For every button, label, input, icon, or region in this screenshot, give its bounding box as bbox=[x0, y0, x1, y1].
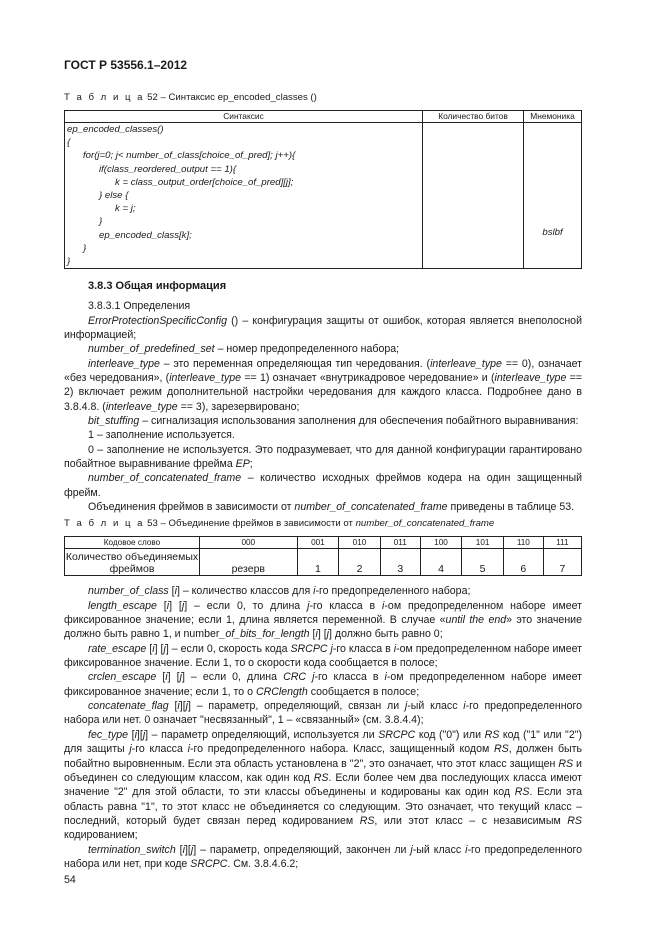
table-52-caption bbox=[64, 92, 582, 104]
text-run: ] должно быть равно 0; bbox=[329, 628, 443, 641]
italic-term: number_of_class bbox=[88, 585, 169, 598]
paragraph bbox=[64, 728, 582, 843]
frame-count-cell: 3 bbox=[380, 549, 420, 576]
text-run: ] – если 0, то длина bbox=[184, 599, 308, 612]
codeword-cell: 011 bbox=[380, 537, 420, 549]
italic-term: j bbox=[129, 743, 132, 756]
text-run: и объединен со следующим классом, как один код bbox=[64, 757, 582, 784]
paragraph bbox=[64, 342, 582, 356]
text-run: -го класса bbox=[131, 743, 188, 756]
header-syntax: Синтаксис bbox=[65, 111, 423, 123]
italic-term: CRClength bbox=[255, 685, 308, 698]
text-run: сообщается в полосе; bbox=[307, 685, 420, 698]
italic-term: SRCPC j bbox=[290, 642, 333, 655]
text-run: ] – параметр, определяющий, связан ли bbox=[188, 700, 405, 713]
italic-term: i bbox=[384, 671, 387, 684]
italic-term: j bbox=[185, 700, 189, 713]
italic-term: i bbox=[393, 642, 397, 655]
text-run: » это значение должно быть равно 1, и number bbox=[64, 614, 582, 641]
italic-term: RS bbox=[567, 814, 582, 827]
codeword-cell: 010 bbox=[339, 537, 381, 549]
italic-term: interleave_type bbox=[169, 371, 242, 384]
italic-term: SRCPC bbox=[378, 728, 416, 741]
syntax-table bbox=[64, 110, 582, 269]
frame-count-cell: 6 bbox=[503, 549, 543, 576]
italic-term: i bbox=[166, 599, 170, 612]
italic-term: j bbox=[307, 599, 310, 612]
text-run: == 2) включает режим дополнительной настройки чередования для каждого класса. Подробнее дано в 3.8.4.8. ( bbox=[64, 371, 582, 413]
text-run: 0 – заполнение не используется. Это подразумевает, что для данной конфигурации гарантировано побайтное выравнивание фрейма bbox=[64, 443, 582, 471]
paragraph bbox=[64, 299, 582, 313]
frame-count-cell: 7 bbox=[543, 549, 581, 576]
italic-term: interleave_type bbox=[494, 371, 567, 384]
text-run: -ом предопределенном наборе имеет фиксированное значение; если 1, длина является переменной. В случае « bbox=[64, 599, 583, 627]
caption-prefix: Т а б л и ц а bbox=[64, 518, 145, 530]
italic-term: interleave_type bbox=[105, 400, 178, 413]
italic-term: i bbox=[382, 599, 385, 612]
text-run: -го класса в bbox=[314, 671, 385, 684]
italic-term: i bbox=[165, 671, 168, 684]
text-run: ] [ bbox=[169, 599, 182, 612]
text-run: – сигнализация использования заполнения для обеспечения побайтного выравнивания: bbox=[139, 414, 579, 427]
paragraph bbox=[64, 471, 582, 500]
text-run: ][ bbox=[184, 843, 191, 856]
italic-term: i bbox=[152, 642, 155, 655]
header-mnemonic: Мнемоника bbox=[524, 111, 582, 123]
text-run: ] [ bbox=[317, 628, 327, 641]
text-run: ] – если 0, скорость кода bbox=[165, 642, 291, 655]
codeword-cell: 100 bbox=[420, 537, 462, 549]
syntax-code: ep_encoded_classes() { for(j=0; j< number_of_class[choice_of_pred]; j++){ if(class_reordered_output == 1){ k = class_output_order[choice_of_pred][j]; } else { k = j; } ep_encoded_class[k]; } } bbox=[65, 123, 423, 269]
frame-concatenation-table bbox=[64, 536, 582, 576]
italic-term: interleave_type bbox=[430, 357, 502, 370]
text-run: . См. 3.8.4.6.2; bbox=[227, 857, 299, 870]
italic-term: j bbox=[190, 843, 194, 856]
codeword-cell: 101 bbox=[462, 537, 504, 549]
paragraph bbox=[64, 584, 582, 598]
italic-term: rate_escape bbox=[88, 642, 147, 655]
text-run: код ("1" или "2") для защиты bbox=[64, 728, 582, 756]
text-run: . Если более чем два последующих класса имеют значение "2" для этой области, то эти классы объединены и кодированы как один код bbox=[64, 771, 582, 799]
text-run: . Если эта область равна "1", то этот класс не объединяется со следующим. Это означает, что текущий класс – последний, который будет связан перед кодированием bbox=[64, 786, 582, 827]
codeword-cell: 000 bbox=[200, 537, 298, 549]
frame-count-cell: 5 bbox=[462, 549, 504, 576]
text-run: [ bbox=[309, 628, 316, 641]
section-heading: 3.8.3 Общая информация bbox=[88, 280, 227, 293]
definitions-block-1 bbox=[64, 299, 582, 514]
italic-term: number_of_concatenated_frame bbox=[88, 472, 242, 485]
text-run: -ый класс bbox=[407, 700, 464, 713]
text-run: кодированием; bbox=[64, 829, 138, 842]
italic-term: RS bbox=[484, 728, 500, 741]
paragraph bbox=[64, 670, 582, 699]
header-bits: Количество битов bbox=[423, 111, 524, 123]
text-run: -го предопределенного набора или нет, при коде bbox=[64, 843, 583, 870]
italic-term: SRCPC bbox=[190, 857, 228, 870]
italic-term: i bbox=[182, 843, 185, 856]
codeword-cell: 111 bbox=[543, 537, 581, 549]
text-run: [ bbox=[146, 642, 153, 655]
paragraph bbox=[64, 843, 582, 872]
text-run: ] – количество классов для bbox=[176, 585, 314, 598]
text-run: ; bbox=[249, 458, 253, 471]
italic-term: _of_bits_for_length bbox=[219, 628, 310, 641]
document-header: ГОСТ Р 53556.1–2012 bbox=[64, 58, 188, 72]
text-run: == 1) означает «внутрикадровое чередование» и ( bbox=[241, 371, 495, 384]
text-run: -ый класс bbox=[412, 843, 466, 856]
italic-term: RS bbox=[313, 771, 329, 784]
italic-term: RS bbox=[514, 786, 530, 799]
text-run: ] – параметр определяющий, используется ли bbox=[145, 728, 379, 741]
text-run: ] [ bbox=[167, 671, 180, 684]
italic-term: concatenate_flag bbox=[88, 700, 169, 713]
italic-term: i bbox=[177, 700, 180, 713]
italic-term: i bbox=[315, 628, 318, 641]
text-run: -ом предопределенном наборе имеет фиксированное значение. Если 1, то о скорости кода сообщается в полосе; bbox=[64, 642, 582, 670]
paragraph bbox=[64, 599, 582, 642]
italic-term: length_escape bbox=[88, 599, 157, 612]
paragraph bbox=[64, 642, 582, 671]
text-run: код ("0") или bbox=[415, 728, 485, 741]
italic-term: j bbox=[404, 700, 408, 713]
text-run: – количество исходных фреймов кодера на один защищенный фрейм. bbox=[64, 472, 582, 499]
italic-term: interleave_type bbox=[88, 357, 160, 370]
text-run: () – конфигурация защиты от ошибок, которая является внеполосной информацией; bbox=[64, 314, 582, 341]
text-run: – это переменная определяющая тип чередования. ( bbox=[159, 357, 431, 370]
text-run: -го класса в bbox=[309, 599, 383, 612]
row-label-codeword: Кодовое слово bbox=[65, 537, 200, 549]
italic-term: j bbox=[410, 843, 413, 856]
italic-term: j bbox=[179, 671, 182, 684]
paragraph bbox=[64, 414, 582, 428]
definitions-block-2 bbox=[64, 584, 582, 871]
text-run: ][ bbox=[179, 700, 186, 713]
italic-term: number_of_predefined_set bbox=[88, 343, 215, 356]
italic-term: CRC j bbox=[283, 671, 315, 684]
mnemonic-cell: bslbf bbox=[524, 123, 582, 269]
italic-term: number_of_concatenated_frame bbox=[294, 501, 448, 514]
text-run: -го предопределенного набора. Класс, защищенный кодом bbox=[189, 743, 494, 756]
italic-term: j bbox=[142, 728, 146, 741]
italic-term: bit_stuffing bbox=[88, 414, 140, 427]
text-run: == 0), означает «без чередования», ( bbox=[64, 357, 583, 384]
text-run: ][ bbox=[136, 728, 143, 741]
text-run: , должен быть побайтно выровненным. Если эта область установлена в "2", это означает, что этот класс защищен bbox=[64, 743, 582, 770]
text-run: приведены в таблице 53. bbox=[447, 501, 575, 514]
text-run: ] [ bbox=[154, 642, 164, 655]
italic-term: RS bbox=[493, 743, 509, 756]
bits-cell bbox=[423, 123, 524, 269]
italic-term: j bbox=[326, 628, 330, 641]
text-run: == 3), зарезервировано; bbox=[177, 400, 300, 413]
paragraph bbox=[64, 357, 582, 414]
frame-count-cell: 4 bbox=[420, 549, 462, 576]
caption-prefix: Т а б л и ц а bbox=[64, 92, 145, 103]
italic-term: RS bbox=[359, 814, 375, 827]
italic-term: fec_type bbox=[88, 728, 129, 741]
italic-term: ErrorProtectionSpecificConfig bbox=[88, 314, 227, 327]
text-run: -ом предопределенном наборе имеет фиксированное значение; если 1, то о bbox=[64, 671, 582, 698]
text-run: -го предопределенного набора; bbox=[315, 585, 471, 598]
text-run: 1 – заполнение используется. bbox=[88, 429, 235, 442]
italic-term: EP bbox=[235, 458, 250, 471]
italic-term: i bbox=[463, 700, 466, 713]
paragraph bbox=[64, 500, 582, 514]
paragraph bbox=[64, 443, 582, 472]
italic-term: until the end bbox=[445, 614, 507, 627]
text-run: -го класса в bbox=[332, 642, 394, 655]
paragraph bbox=[64, 314, 582, 343]
text-run: [ bbox=[128, 728, 135, 741]
italic-term: termination_switch bbox=[88, 843, 176, 856]
frame-count-cell: резерв bbox=[200, 549, 298, 576]
paragraph bbox=[64, 699, 582, 728]
text-run: Объединения фреймов в зависимости от bbox=[88, 501, 295, 514]
italic-term: i bbox=[465, 843, 468, 856]
text-run: [ bbox=[156, 671, 166, 684]
text-run: , или этот класс – с независимым bbox=[374, 814, 568, 827]
text-run: – номер предопределенного набора; bbox=[214, 343, 400, 356]
frame-count-cell: 1 bbox=[297, 549, 339, 576]
text-run: 3.8.3.1 Определения bbox=[88, 300, 191, 313]
italic-term: i bbox=[313, 585, 316, 598]
text-run: ] – если 0, длина bbox=[181, 671, 284, 684]
text-run: [ bbox=[175, 843, 183, 856]
italic-term: i bbox=[174, 585, 177, 598]
row-label-count: Количество объединяемых фреймов bbox=[65, 549, 200, 576]
italic-term: crclen_escape bbox=[88, 671, 157, 684]
italic-term: i bbox=[134, 728, 137, 741]
caption-text: 52 – Синтаксис ep_encoded_classes () bbox=[147, 92, 317, 103]
text-run: -го предопределенного набора или нет. 0 означает "несвязанный", 1 – «связанный» (см. 3.8.4.4); bbox=[64, 700, 582, 727]
paragraph bbox=[64, 428, 582, 442]
text-run: [ bbox=[168, 585, 175, 598]
table-53-caption bbox=[64, 518, 582, 530]
page-number: 54 bbox=[64, 874, 76, 887]
codeword-cell: 110 bbox=[503, 537, 543, 549]
italic-term: j bbox=[163, 642, 166, 655]
text-run: [ bbox=[168, 700, 178, 713]
italic-term: j bbox=[181, 599, 185, 612]
frame-count-cell: 2 bbox=[339, 549, 381, 576]
caption-text: 53 – Объединение фреймов в зависимости от bbox=[147, 518, 356, 530]
text-run: ] – параметр, определяющий, закончен ли bbox=[193, 843, 411, 856]
italic-term: RS bbox=[558, 757, 574, 770]
codeword-cell: 001 bbox=[297, 537, 339, 549]
text-run: [ bbox=[156, 599, 167, 612]
italic-term: i bbox=[187, 743, 190, 756]
caption-italic: number_of_concatenated_frame bbox=[355, 518, 495, 530]
